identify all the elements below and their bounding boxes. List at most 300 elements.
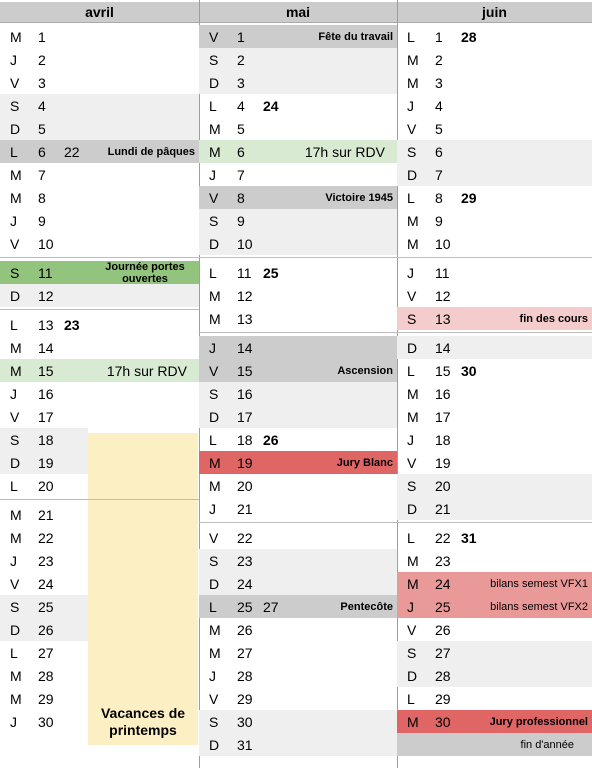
month-header: mai: [199, 2, 397, 23]
weekday-letter: S: [407, 478, 417, 494]
day-row: [199, 497, 397, 520]
weekday-letter: S: [10, 98, 20, 114]
day-number: 26: [237, 622, 253, 638]
day-row: [199, 664, 397, 687]
day-row: [199, 451, 397, 474]
day-number: 10: [38, 236, 54, 252]
day-row: [199, 117, 397, 140]
event-label: 17h sur RDV: [304, 143, 385, 160]
day-number: 5: [237, 121, 245, 137]
day-row: [0, 664, 88, 687]
day-row: [199, 572, 397, 595]
weekday-letter: S: [407, 311, 417, 327]
day-number: 6: [237, 144, 245, 160]
day-row: [0, 48, 199, 71]
day-row: [0, 359, 199, 382]
week-separator: [0, 257, 199, 258]
day-number: 6: [435, 144, 443, 160]
weekday-letter: J: [209, 167, 216, 183]
day-number: 21: [435, 501, 451, 517]
weekday-letter: D: [209, 576, 220, 592]
event-label: Jury Blanc: [336, 456, 393, 469]
weekday-letter: M: [10, 167, 22, 183]
weekday-letter: M: [407, 576, 419, 592]
day-number: 15: [237, 363, 253, 379]
weekday-letter: L: [407, 363, 415, 379]
weekday-letter: J: [209, 340, 216, 356]
day-number: 29: [237, 691, 253, 707]
day-row: [199, 94, 397, 117]
weekday-letter: V: [10, 409, 20, 425]
day-row: [0, 261, 199, 284]
day-row: [397, 595, 592, 618]
weekday-letter: L: [407, 190, 415, 206]
day-number: 2: [38, 52, 46, 68]
week-separator: [199, 257, 397, 258]
weekday-letter: M: [10, 190, 22, 206]
weekday-letter: M: [10, 668, 22, 684]
day-row: [397, 48, 592, 71]
day-row: [199, 405, 397, 428]
day-number: 17: [38, 409, 54, 425]
day-row: [0, 25, 199, 48]
weekday-letter: M: [209, 121, 221, 137]
day-number: 31: [237, 737, 253, 753]
day-row: [397, 474, 592, 497]
day-number: 20: [435, 478, 451, 494]
day-row: [0, 140, 199, 163]
weekday-letter: J: [10, 213, 17, 229]
weekday-letter: D: [10, 121, 21, 137]
weekday-letter: V: [407, 121, 417, 137]
week-number: 24: [263, 98, 279, 114]
weekday-letter: V: [10, 75, 20, 91]
day-row: [0, 503, 88, 526]
day-number: 1: [237, 29, 245, 45]
day-row: [397, 687, 592, 710]
day-number: 14: [435, 340, 451, 356]
day-number: 26: [435, 622, 451, 638]
weekday-letter: V: [209, 190, 219, 206]
day-number: 12: [38, 288, 54, 304]
day-number: 7: [38, 167, 46, 183]
footer-label: fin d'année: [520, 738, 574, 751]
day-row: [199, 687, 397, 710]
day-number: 17: [237, 409, 253, 425]
day-row: [397, 549, 592, 572]
week-separator: [0, 309, 199, 310]
weekday-letter: J: [407, 265, 414, 281]
weekday-letter: M: [209, 144, 221, 160]
day-row: [397, 359, 592, 382]
weekday-letter: J: [10, 553, 17, 569]
weekday-letter: M: [407, 409, 419, 425]
weekday-letter: S: [10, 432, 20, 448]
weekday-letter: V: [407, 622, 417, 638]
event-label: 17h sur RDV: [106, 362, 187, 379]
day-row: [0, 474, 88, 497]
day-number: 27: [435, 645, 451, 661]
day-number: 29: [38, 691, 54, 707]
weekday-letter: D: [10, 455, 21, 471]
weekday-letter: S: [407, 144, 417, 160]
day-row: [397, 71, 592, 94]
week-number: 25: [263, 265, 279, 281]
day-row: [0, 572, 88, 595]
day-row: [199, 140, 397, 163]
day-number: 17: [435, 409, 451, 425]
weekday-letter: L: [10, 317, 18, 333]
day-number: 11: [38, 265, 53, 281]
day-number: 5: [435, 121, 443, 137]
day-row: [0, 336, 199, 359]
weekday-letter: L: [407, 530, 415, 546]
day-number: 10: [435, 236, 451, 252]
day-row: [199, 48, 397, 71]
weekday-letter: V: [10, 236, 20, 252]
event-label: Fête du travail: [318, 30, 393, 43]
day-row: [0, 209, 199, 232]
event-label: Jury professionnel: [489, 715, 588, 728]
weekday-letter: M: [10, 340, 22, 356]
weekday-letter: M: [209, 288, 221, 304]
day-row: [0, 284, 199, 307]
day-row: [0, 641, 88, 664]
day-number: 9: [38, 213, 46, 229]
day-row: [199, 307, 397, 330]
year-end-footer: [397, 733, 592, 756]
day-row: [0, 526, 88, 549]
day-number: 15: [435, 363, 451, 379]
day-row: [0, 428, 88, 451]
day-row: [0, 313, 199, 336]
weekday-letter: S: [209, 386, 219, 402]
weekday-letter: L: [407, 691, 415, 707]
day-number: 4: [435, 98, 443, 114]
day-row: [397, 186, 592, 209]
weekday-letter: V: [209, 363, 219, 379]
day-row: [199, 595, 397, 618]
day-number: 22: [237, 530, 253, 546]
weekday-letter: L: [209, 265, 217, 281]
weekday-letter: M: [10, 691, 22, 707]
weekday-letter: V: [209, 29, 219, 45]
day-number: 15: [38, 363, 54, 379]
day-row: [0, 595, 88, 618]
weekday-letter: J: [10, 52, 17, 68]
day-number: 28: [38, 668, 54, 684]
day-row: [0, 710, 88, 733]
weekday-letter: S: [209, 213, 219, 229]
day-number: 23: [38, 553, 54, 569]
weekday-letter: D: [407, 668, 418, 684]
day-row: [199, 336, 397, 359]
day-number: 19: [38, 455, 54, 471]
day-number: 9: [435, 213, 443, 229]
day-number: 24: [237, 576, 253, 592]
weekday-letter: J: [407, 599, 414, 615]
weekday-letter: M: [407, 52, 419, 68]
event-label: bilans semest VFX1: [490, 577, 588, 590]
day-row: [199, 382, 397, 405]
day-row: [397, 163, 592, 186]
week-number: 30: [461, 363, 477, 379]
weekday-letter: J: [407, 98, 414, 114]
day-row: [199, 641, 397, 664]
day-number: 22: [435, 530, 451, 546]
event-label: Pentecôte: [340, 600, 393, 613]
weekday-letter: J: [209, 501, 216, 517]
weekday-letter: M: [10, 507, 22, 523]
day-row: [199, 618, 397, 641]
day-number: 6: [38, 144, 46, 160]
day-number: 10: [237, 236, 253, 252]
weekday-letter: M: [209, 455, 221, 471]
day-number: 25: [38, 599, 54, 615]
weekday-letter: S: [10, 599, 20, 615]
day-row: [199, 163, 397, 186]
day-row: [199, 526, 397, 549]
day-number: 23: [435, 553, 451, 569]
day-number: 27: [237, 645, 253, 661]
weekday-letter: V: [10, 576, 20, 592]
day-row: [0, 451, 88, 474]
day-row: [397, 451, 592, 474]
vacation-block: [88, 433, 198, 745]
day-number: 11: [237, 265, 252, 281]
day-number: 20: [38, 478, 54, 494]
day-row: [397, 261, 592, 284]
weekday-letter: V: [407, 455, 417, 471]
day-number: 22: [38, 530, 54, 546]
weekday-letter: S: [209, 52, 219, 68]
day-row: [397, 710, 592, 733]
day-number: 11: [435, 265, 450, 281]
day-row: [0, 232, 199, 255]
day-number: 30: [435, 714, 451, 730]
day-row: [199, 261, 397, 284]
day-number: 24: [38, 576, 54, 592]
day-number: 18: [237, 432, 253, 448]
day-row: [397, 284, 592, 307]
weekday-letter: V: [209, 530, 219, 546]
day-number: 30: [38, 714, 54, 730]
vacation-label: Vacances de printemps: [100, 705, 186, 738]
day-number: 16: [38, 386, 54, 402]
day-number: 5: [38, 121, 46, 137]
event-label: Journée portes ouvertes: [105, 260, 185, 285]
event-label: bilans semest VFX2: [490, 600, 588, 613]
day-row: [397, 497, 592, 520]
day-row: [397, 526, 592, 549]
day-row: [199, 710, 397, 733]
day-number: 7: [237, 167, 245, 183]
day-row: [397, 405, 592, 428]
day-row: [199, 186, 397, 209]
event-label: Victoire 1945: [325, 191, 393, 204]
weekday-letter: M: [407, 386, 419, 402]
event-label: Lundi de pâques: [107, 145, 195, 158]
week-separator: [0, 499, 199, 500]
weekday-letter: M: [407, 714, 419, 730]
weekday-letter: M: [407, 236, 419, 252]
day-number: 7: [435, 167, 443, 183]
weekday-letter: L: [209, 98, 217, 114]
day-row: [199, 209, 397, 232]
day-number: 13: [435, 311, 451, 327]
day-number: 23: [237, 553, 253, 569]
day-number: 28: [435, 668, 451, 684]
day-row: [0, 71, 199, 94]
day-number: 2: [237, 52, 245, 68]
month-column-1: [199, 0, 397, 768]
day-number: 18: [38, 432, 54, 448]
day-row: [0, 117, 199, 140]
day-row: [397, 25, 592, 48]
day-number: 19: [435, 455, 451, 471]
weekday-letter: L: [209, 599, 217, 615]
day-row: [397, 664, 592, 687]
week-separator: [199, 522, 397, 523]
day-row: [199, 359, 397, 382]
day-row: [0, 163, 199, 186]
event-label: Ascension: [337, 364, 393, 377]
day-row: [199, 284, 397, 307]
day-number: 29: [435, 691, 451, 707]
weekday-letter: D: [209, 737, 220, 753]
weekday-letter: D: [407, 167, 418, 183]
weekday-letter: L: [10, 144, 18, 160]
day-number: 27: [38, 645, 54, 661]
day-row: [397, 641, 592, 664]
weekday-letter: L: [10, 645, 18, 661]
week-number: 28: [461, 29, 477, 45]
week-number: 22: [64, 144, 80, 160]
week-number: 27: [263, 599, 279, 615]
day-number: 18: [435, 432, 451, 448]
day-row: [199, 549, 397, 572]
weekday-letter: M: [407, 553, 419, 569]
weekday-letter: M: [209, 622, 221, 638]
day-row: [397, 336, 592, 359]
day-number: 12: [237, 288, 253, 304]
weekday-letter: D: [209, 409, 220, 425]
day-row: [0, 94, 199, 117]
weekday-letter: M: [209, 478, 221, 494]
day-row: [397, 117, 592, 140]
month-header: juin: [397, 2, 592, 23]
day-row: [397, 140, 592, 163]
month-column-2: [397, 0, 592, 768]
day-row: [199, 71, 397, 94]
day-number: 21: [38, 507, 54, 523]
day-number: 28: [237, 668, 253, 684]
day-row: [0, 618, 88, 641]
weekday-letter: J: [10, 386, 17, 402]
week-number: 26: [263, 432, 279, 448]
weekday-letter: M: [10, 363, 22, 379]
day-number: 9: [237, 213, 245, 229]
day-number: 16: [435, 386, 451, 402]
month-column-0: [0, 0, 199, 768]
day-number: 2: [435, 52, 443, 68]
day-row: [397, 572, 592, 595]
weekday-letter: D: [407, 501, 418, 517]
weekday-letter: M: [407, 213, 419, 229]
day-number: 1: [38, 29, 46, 45]
weekday-letter: M: [10, 530, 22, 546]
weekday-letter: D: [10, 622, 21, 638]
week-number: 31: [461, 530, 477, 546]
day-number: 24: [435, 576, 451, 592]
day-row: [0, 382, 199, 405]
day-row: [199, 474, 397, 497]
week-separator: [397, 332, 592, 333]
day-number: 3: [435, 75, 443, 91]
weekday-letter: S: [209, 714, 219, 730]
weekday-letter: D: [209, 75, 220, 91]
week-number: 29: [461, 190, 477, 206]
weekday-letter: J: [10, 714, 17, 730]
day-row: [397, 618, 592, 641]
weekday-letter: J: [407, 432, 414, 448]
day-number: 8: [237, 190, 245, 206]
day-number: 4: [237, 98, 245, 114]
weekday-letter: L: [209, 432, 217, 448]
day-number: 13: [237, 311, 253, 327]
day-number: 21: [237, 501, 253, 517]
day-row: [199, 428, 397, 451]
day-number: 16: [237, 386, 253, 402]
weekday-letter: M: [209, 311, 221, 327]
week-separator: [397, 522, 592, 523]
day-row: [199, 733, 397, 756]
weekday-letter: J: [209, 668, 216, 684]
weekday-letter: V: [407, 288, 417, 304]
day-row: [397, 382, 592, 405]
day-number: 26: [38, 622, 54, 638]
weekday-letter: D: [407, 340, 418, 356]
day-number: 14: [237, 340, 253, 356]
day-number: 25: [435, 599, 451, 615]
day-row: [397, 428, 592, 451]
day-number: 8: [38, 190, 46, 206]
weekday-letter: M: [10, 29, 22, 45]
day-number: 8: [435, 190, 443, 206]
day-row: [0, 549, 88, 572]
day-number: 30: [237, 714, 253, 730]
day-number: 3: [237, 75, 245, 91]
day-number: 3: [38, 75, 46, 91]
weekday-letter: L: [407, 29, 415, 45]
week-number: 23: [64, 317, 80, 333]
event-label: fin des cours: [519, 312, 588, 325]
weekday-letter: V: [209, 691, 219, 707]
day-number: 20: [237, 478, 253, 494]
day-number: 14: [38, 340, 54, 356]
day-row: [0, 405, 199, 428]
weekday-letter: S: [407, 645, 417, 661]
weekday-letter: L: [10, 478, 18, 494]
day-row: [397, 232, 592, 255]
month-header: avril: [0, 2, 199, 23]
weekday-letter: S: [209, 553, 219, 569]
day-number: 25: [237, 599, 253, 615]
day-row: [397, 209, 592, 232]
day-row: [199, 232, 397, 255]
day-row: [0, 687, 88, 710]
day-number: 1: [435, 29, 443, 45]
